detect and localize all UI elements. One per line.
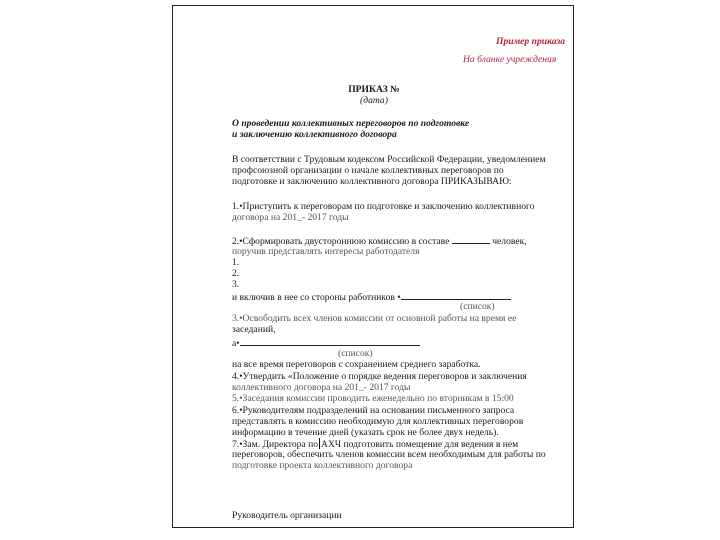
order-subject-line-2: и заключению коллективного договора xyxy=(232,129,397,140)
people-count-blank xyxy=(452,235,490,244)
list-caption-1: (список) xyxy=(460,301,495,312)
order-heading: ПРИКАЗ № xyxy=(348,84,400,95)
item-3-prefix: а• xyxy=(232,338,240,349)
workers-list-blank xyxy=(401,291,511,300)
item-4-line-2: коллективного договора на 201_- 2017 годы xyxy=(232,382,411,393)
item-1-line-2: договора на 201_- 2017 годы xyxy=(232,212,349,223)
item-1-line-1: 1.•Приступить к переговорам по подготовке и заключению коллективного xyxy=(232,201,535,212)
sample-label: Пример приказа xyxy=(496,36,566,47)
item-7-line-3: подготовке проекта коллективного договора xyxy=(232,460,413,471)
employer-rep-1: 1. xyxy=(232,257,240,268)
item-6-line-1: 6.•Руководителям подразделений на основании письменного запроса xyxy=(232,405,515,416)
signature-label: Руководитель организации xyxy=(232,510,342,521)
letterhead-label: На бланке учреждения xyxy=(463,54,557,65)
item-3-line-2: заседаний, xyxy=(232,324,276,335)
item-4-line-1: 4.•Утвердить «Положение о порядке ведения переговоров и заключения xyxy=(232,371,527,382)
item-3-line-5: на все время переговоров с сохранением среднего заработка. xyxy=(232,359,481,370)
preamble-line-1: В соответствии с Трудовым кодексом Российской Федерации, уведомлением xyxy=(232,154,546,165)
order-subject-line-1: О проведении коллективных переговоров по подготовке xyxy=(232,118,470,129)
item-3-line-1: 3.•Освободить всех членов комиссии от основной работы на время ее xyxy=(232,313,517,324)
preamble-line-3: подготовке и заключению коллективного договора ПРИКАЗЫВАЮ: xyxy=(232,176,512,187)
item-3-line-3 xyxy=(232,337,420,349)
item-6-line-2: представлять в комиссию необходимую для коллективных переговоров xyxy=(232,416,524,427)
item-7-text-a: 7.•Зам. Директора по xyxy=(232,439,319,450)
order-document-page xyxy=(172,5,574,528)
employer-rep-3-number: 3. xyxy=(232,279,240,290)
order-date-placeholder: (дата) xyxy=(360,95,388,106)
item-7-line-2: переговоров, обеспечить членов комиссии всем необходимым для работы по xyxy=(232,449,546,460)
list-caption-2: (список) xyxy=(338,348,373,359)
item-6-line-3: информацию в течение дней (указать срок не более двух недель). xyxy=(232,427,499,438)
item-2-text-a: 2.•Сформировать двустороннюю комиссию в составе xyxy=(232,236,450,247)
item-7-text-b: АХЧ подготовить помещение для ведения в нем xyxy=(321,439,519,450)
members-list-blank xyxy=(240,337,420,346)
employer-rep-2: 2. xyxy=(232,268,240,279)
employer-rep-3 xyxy=(232,279,239,290)
item-5-line-1: 5.•Заседания комиссии проводить еженедельно по вторникам в 15:00 xyxy=(232,393,514,404)
text-cursor xyxy=(319,438,320,449)
item-2-text-b: человек, xyxy=(492,236,527,247)
preamble-line-2: профсоюзной организации о начале коллективных переговоров по xyxy=(232,165,504,176)
item-2-line-2: поручив представлять интересы работодателя xyxy=(232,246,420,257)
item-2-workers-text: и включив в нее со стороны работников • xyxy=(232,292,401,303)
